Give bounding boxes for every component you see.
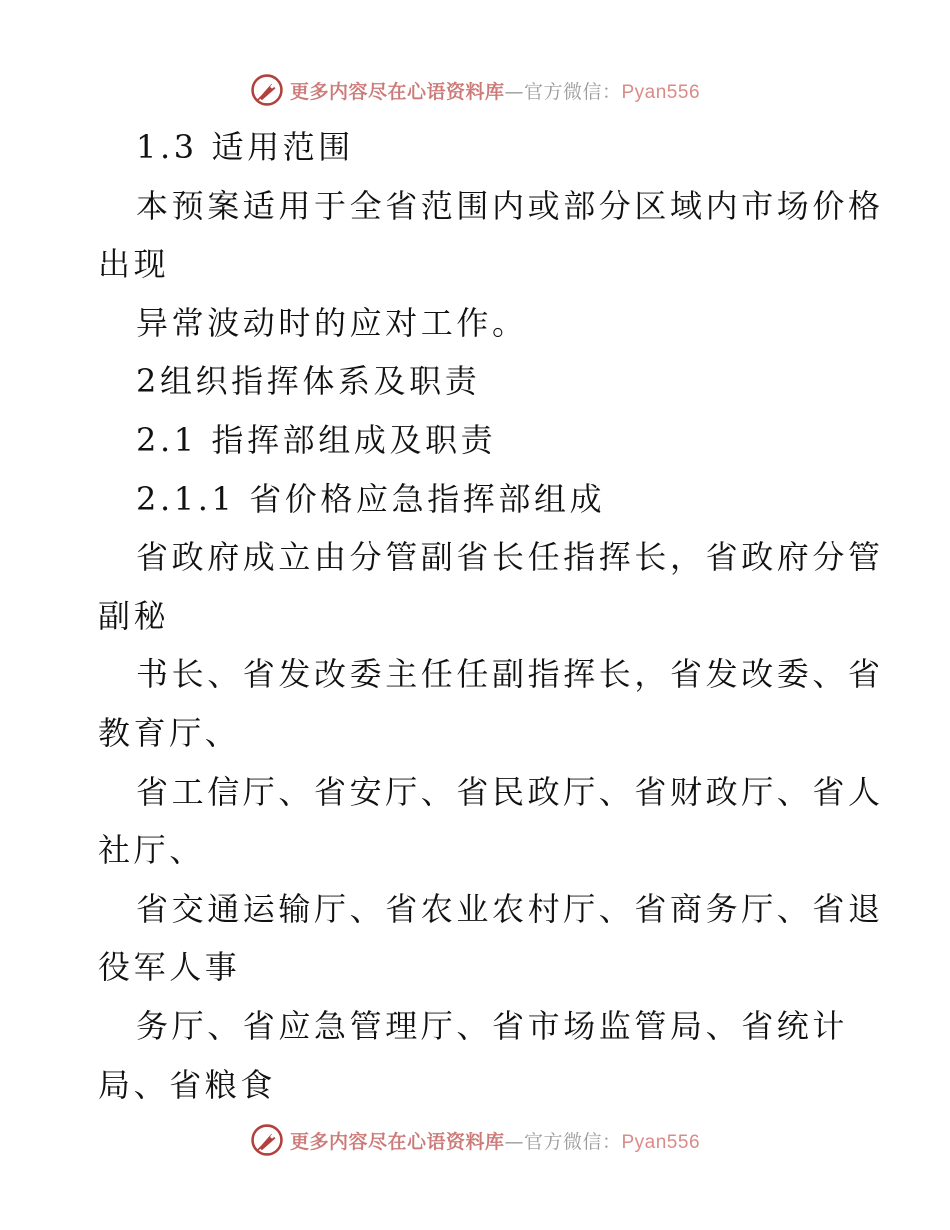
brand-text: 更多内容尽在心语资料库 (289, 80, 505, 103)
section-heading-2: 2组织指挥体系及职责 (136, 362, 481, 401)
wechat-id: Pyan556 (621, 81, 701, 103)
pen-nib-logo-icon (250, 73, 284, 107)
body-line: 异常波动时的应对工作。 (136, 303, 528, 342)
body-line: 社厅、 (98, 831, 205, 870)
body-line: 省工信厅、省安厅、省民政厅、省财政厅、省人 (136, 772, 884, 811)
header-watermark-banner (0, 70, 950, 110)
body-line: 局、省粮食 (98, 1065, 277, 1104)
brand-text: 更多内容尽在心语资料库 (289, 1130, 505, 1153)
body-line: 教育厅、 (98, 713, 241, 752)
banner-dash: — (504, 1130, 524, 1153)
header-banner-text (290, 77, 700, 104)
section-heading-2-1: 2.1 指挥部组成及职责 (136, 420, 497, 459)
footer-banner-text (290, 1127, 700, 1154)
wechat-label: 官方微信： (523, 80, 622, 103)
section-heading-1-3: 1.3 适用范围 (136, 128, 354, 166)
document-body (98, 118, 884, 1114)
pen-nib-logo-icon (250, 1123, 284, 1157)
body-line: 出现 (98, 245, 170, 284)
section-heading-2-1-1: 2.1.1 省价格应急指挥部组成 (136, 479, 606, 518)
body-line: 本预案适用于全省范围内或部分区域内市场价格 (136, 186, 884, 225)
banner-dash: — (504, 80, 524, 103)
footer-watermark-banner (0, 1120, 950, 1160)
wechat-id: Pyan556 (621, 1131, 701, 1153)
body-line: 书长、省发改委主任任副指挥长，省发改委、省 (136, 655, 884, 694)
wechat-label: 官方微信： (523, 1130, 622, 1153)
body-line: 省政府成立由分管副省长任指挥长，省政府分管 (136, 538, 884, 577)
body-line: 务厅、省应急管理厅、省市场监管局、省统计 (136, 1006, 849, 1045)
body-line: 副秘 (98, 596, 170, 635)
body-line: 役军人事 (98, 948, 241, 987)
body-line: 省交通运输厅、省农业农村厅、省商务厅、省退 (136, 889, 884, 928)
